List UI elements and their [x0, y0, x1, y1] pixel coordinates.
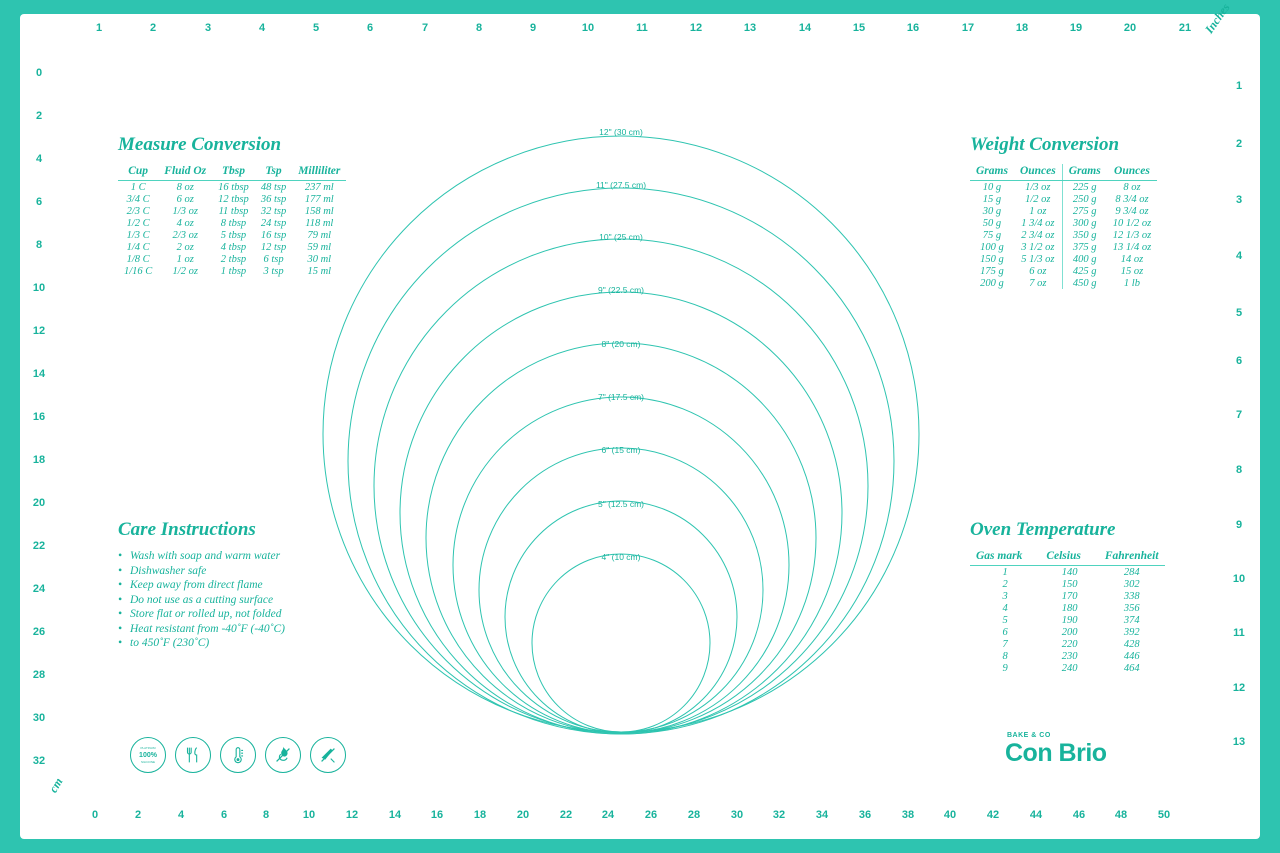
circle-label-11in: 11" (27.5 cm) — [595, 180, 647, 190]
ruler-left-tick: 22 — [32, 540, 46, 552]
ruler-bottom-tick: 22 — [559, 809, 573, 821]
mat-inner-surface — [20, 0, 1260, 839]
brand-tagline: BAKE & CO — [1007, 732, 1051, 739]
ruler-bottom-tick: 12 — [345, 809, 359, 821]
cell: 302 — [1123, 578, 1140, 590]
ruler-right-tick: 5 — [1235, 307, 1243, 319]
ruler-top-tick: 10 — [581, 22, 595, 34]
circle-label-10in: 10" (25 cm) — [599, 232, 643, 242]
ruler-right-tick: 6 — [1235, 355, 1243, 367]
svg-text:100%: 100% — [139, 752, 157, 759]
ruler-right-tick: 1 — [1235, 80, 1243, 92]
ruler-right-tick: 11 — [1233, 627, 1245, 639]
ruler-left-tick: 24 — [32, 583, 46, 595]
temperature-icon — [220, 737, 256, 773]
cell: 24 tsp — [260, 217, 287, 229]
ruler-left-tick: 8 — [35, 239, 43, 251]
ruler-bottom-tick: 36 — [858, 809, 872, 821]
cell: 177 ml — [304, 193, 334, 205]
cell: 464 — [1123, 662, 1140, 674]
table-row — [970, 626, 1165, 638]
ruler-top-tick: 13 — [743, 22, 757, 34]
cell: 11 tbsp — [218, 205, 249, 217]
cell: 30 ml — [307, 253, 332, 265]
cell: 118 ml — [305, 217, 334, 229]
cell: 8 — [1002, 650, 1008, 662]
ruler-top-tick: 19 — [1069, 22, 1083, 34]
ruler-left-tick: 30 — [32, 712, 46, 724]
oven-temperature-title: Oven Temperature — [970, 519, 1116, 540]
cell: 2 3/4 oz — [1021, 229, 1055, 241]
cell: 16 tsp — [260, 229, 287, 241]
table-row — [970, 650, 1165, 662]
table-row — [970, 193, 1157, 205]
cell: 3 tsp — [263, 265, 284, 277]
table-row — [118, 241, 346, 253]
cell: 13 1/4 oz — [1112, 241, 1152, 253]
cell: 14 oz — [1120, 253, 1144, 265]
table-row — [970, 217, 1157, 229]
ruler-right-tick: 9 — [1235, 519, 1243, 531]
ruler-left-tick: 4 — [35, 153, 43, 165]
cell: 8 oz — [1123, 181, 1141, 193]
cell: 15 oz — [1120, 265, 1144, 277]
cell: 3/4 C — [126, 193, 150, 205]
column-header: Grams — [970, 164, 1014, 181]
table-row — [970, 253, 1157, 265]
circle-guide-12in — [323, 136, 919, 732]
cell: 5 1/3 oz — [1021, 253, 1055, 265]
circle-label-7in: 7" (17.5 cm) — [597, 392, 645, 402]
cell: 350 g — [1062, 229, 1106, 241]
ruler-top-tick: 20 — [1123, 22, 1137, 34]
cell: 375 g — [1062, 241, 1106, 253]
cell: 2 oz — [176, 241, 194, 253]
ruler-top-tick: 8 — [475, 22, 483, 34]
ruler-top-tick: 21 — [1178, 22, 1192, 34]
cell: 1/16 C — [124, 265, 153, 277]
circle-guide-9in — [400, 292, 842, 734]
weight-conversion-table — [970, 164, 1157, 289]
column-header: Ounces — [1107, 164, 1158, 181]
food-safe-icon — [130, 737, 166, 773]
ruler-top-tick: 3 — [204, 22, 212, 34]
ruler-bottom-tick: 10 — [302, 809, 316, 821]
column-header: Grams — [1062, 164, 1106, 181]
ruler-top-tick: 6 — [366, 22, 374, 34]
cell: 374 — [1123, 614, 1140, 626]
svg-text:SILICONE: SILICONE — [140, 760, 156, 764]
column-header: Celsius — [1040, 549, 1099, 566]
ruler-top-tick: 11 — [636, 22, 648, 34]
table-row — [970, 205, 1157, 217]
cell: 284 — [1123, 566, 1140, 578]
circle-label-8in: 8" (20 cm) — [601, 339, 641, 349]
column-header: Ounces — [1014, 164, 1062, 181]
circle-guide-5in — [505, 501, 737, 733]
cell: 12 1/3 oz — [1112, 229, 1152, 241]
table-row — [970, 277, 1157, 289]
ruler-top-tick: 9 — [529, 22, 537, 34]
ruler-top-tick: 16 — [906, 22, 920, 34]
cell: 9 — [1002, 662, 1008, 674]
cell: 175 g — [980, 265, 1004, 277]
cell: 275 g — [1062, 205, 1106, 217]
weight-conversion-title: Weight Conversion — [970, 134, 1120, 155]
ruler-bottom-tick: 24 — [601, 809, 615, 821]
table-row — [970, 241, 1157, 253]
cell: 1 C — [130, 181, 146, 193]
ruler-top-tick: 18 — [1015, 22, 1029, 34]
cell: 200 g — [980, 277, 1004, 289]
ruler-bottom-tick: 14 — [388, 809, 402, 821]
column-header: Tsp — [255, 164, 292, 181]
ruler-right-tick: 2 — [1235, 138, 1243, 150]
circle-guide-11in — [348, 188, 894, 734]
cell: 300 g — [1062, 217, 1106, 229]
no-knife-icon — [310, 737, 346, 773]
ruler-right-tick: 13 — [1232, 736, 1246, 748]
ruler-right-tick: 7 — [1235, 409, 1243, 421]
circle-label-5in: 5" (12.5 cm) — [597, 499, 645, 509]
table-row — [970, 181, 1157, 194]
cell: 1/4 C — [126, 241, 150, 253]
table-row — [970, 638, 1165, 650]
column-header: Fahrenheit — [1099, 549, 1165, 566]
ruler-left-tick: 10 — [32, 282, 46, 294]
cell: 4 tbsp — [220, 241, 247, 253]
measure-conversion-title: Measure Conversion — [118, 134, 282, 155]
cell: 170 — [1061, 590, 1078, 602]
weight-conversion-panel — [970, 134, 1157, 289]
cell: 1 oz — [176, 253, 194, 265]
ruler-bottom-tick: 42 — [986, 809, 1000, 821]
cell: 10 1/2 oz — [1112, 217, 1152, 229]
no-flame-icon — [265, 737, 301, 773]
oven-temperature-table — [970, 549, 1165, 674]
circle-label-9in: 9" (22.5 cm) — [597, 285, 645, 295]
cell: 356 — [1123, 602, 1140, 614]
table-row — [970, 566, 1165, 579]
cell: 250 g — [1062, 193, 1106, 205]
list-item: • Do not use as a cutting surface — [118, 593, 285, 608]
cell: 3 — [1002, 590, 1008, 602]
ruler-bottom-tick: 30 — [730, 809, 744, 821]
ruler-left-tick: 6 — [35, 196, 43, 208]
cell: 400 g — [1062, 253, 1106, 265]
column-header: Fluid Oz — [158, 164, 212, 181]
cell: 190 — [1061, 614, 1078, 626]
cell: 5 tbsp — [220, 229, 247, 241]
ruler-left-tick: 28 — [32, 669, 46, 681]
cell: 2 tbsp — [220, 253, 247, 265]
list-item: • Store flat or rolled up, not folded — [118, 607, 285, 622]
cell: 8 oz — [176, 181, 194, 193]
ruler-right-tick: 4 — [1235, 250, 1243, 262]
ruler-right-tick: 8 — [1235, 464, 1243, 476]
ruler-left-unit-label: cm — [46, 775, 66, 795]
ruler-bottom-tick: 38 — [901, 809, 915, 821]
cell: 79 ml — [307, 229, 332, 241]
cell: 338 — [1123, 590, 1140, 602]
cell: 1/2 C — [126, 217, 150, 229]
cell: 6 oz — [1029, 265, 1047, 277]
cell: 1/2 oz — [172, 265, 198, 277]
column-header: Tbsp — [212, 164, 255, 181]
cell: 15 g — [982, 193, 1002, 205]
circle-label-6in: 6" (15 cm) — [601, 445, 641, 455]
care-instructions-title: Care Instructions — [118, 519, 256, 540]
brand-name: Con Brio — [1005, 739, 1107, 767]
circle-guide-6in — [479, 448, 763, 732]
list-item: • Heat resistant from -40˚F (-40˚C) — [118, 622, 285, 637]
cell: 225 g — [1062, 181, 1106, 194]
cell: 7 oz — [1029, 277, 1047, 289]
ruler-top-tick: 4 — [258, 22, 266, 34]
cell: 2 — [1002, 578, 1008, 590]
cell: 8 3/4 oz — [1115, 193, 1149, 205]
cell: 30 g — [982, 205, 1002, 217]
ruler-top-tick: 12 — [689, 22, 703, 34]
cell: 32 tsp — [260, 205, 287, 217]
cell: 9 3/4 oz — [1115, 205, 1149, 217]
cell: 1 lb — [1123, 277, 1140, 289]
ruler-left-tick: 26 — [32, 626, 46, 638]
cell: 10 g — [982, 181, 1002, 193]
ruler-top-tick: 17 — [961, 22, 975, 34]
ruler-right-tick: 3 — [1235, 194, 1243, 206]
ruler-top-tick: 1 — [95, 22, 103, 34]
ruler-bottom-tick: 20 — [516, 809, 530, 821]
ruler-right-tick: 10 — [1232, 573, 1246, 585]
ruler-left-tick: 12 — [32, 325, 46, 337]
table-row — [118, 181, 346, 194]
table-row — [118, 253, 346, 265]
measure-conversion-table — [118, 164, 346, 277]
ruler-bottom-tick: 32 — [772, 809, 786, 821]
cell: 1/2 oz — [1025, 193, 1051, 205]
ruler-left-tick: 20 — [32, 497, 46, 509]
circle-guide-10in — [374, 239, 868, 733]
list-item: • Keep away from direct flame — [118, 578, 285, 593]
cell: 1 oz — [1029, 205, 1047, 217]
cell: 220 — [1061, 638, 1078, 650]
cell: 100 g — [980, 241, 1004, 253]
cell: 230 — [1061, 650, 1078, 662]
ruler-bottom-tick: 4 — [177, 809, 185, 821]
table-header-row — [970, 549, 1165, 566]
cell: 2/3 oz — [172, 229, 198, 241]
ruler-top-tick: 15 — [852, 22, 866, 34]
ruler-bottom-tick: 28 — [687, 809, 701, 821]
cell: 428 — [1123, 638, 1140, 650]
list-item: • Dishwasher safe — [118, 564, 285, 579]
table-row — [970, 229, 1157, 241]
cell: 450 g — [1062, 277, 1106, 289]
circle-guide-4in — [532, 554, 710, 732]
ruler-left-tick: 16 — [32, 411, 46, 423]
care-instructions-panel — [118, 519, 285, 651]
cell: 1/3 oz — [172, 205, 198, 217]
table-header-row — [118, 164, 346, 181]
ruler-bottom-tick: 50 — [1157, 809, 1171, 821]
column-header: Milliliter — [292, 164, 346, 181]
ruler-bottom-tick: 34 — [815, 809, 829, 821]
table-row — [118, 205, 346, 217]
cell: 3 1/2 oz — [1021, 241, 1055, 253]
cell: 59 ml — [307, 241, 332, 253]
ruler-bottom-tick: 16 — [430, 809, 444, 821]
cell: 75 g — [982, 229, 1002, 241]
cell: 150 — [1061, 578, 1078, 590]
column-header: Cup — [118, 164, 158, 181]
ruler-left-tick: 18 — [32, 454, 46, 466]
cell: 1/8 C — [126, 253, 150, 265]
table-row — [118, 193, 346, 205]
cell: 5 — [1002, 614, 1008, 626]
ruler-left-tick: 0 — [35, 67, 43, 79]
cell: 4 — [1002, 602, 1008, 614]
cell: 1/3 oz — [1025, 181, 1051, 193]
cell: 1/3 C — [126, 229, 150, 241]
brand-logo — [1005, 732, 1107, 768]
cell: 1 3/4 oz — [1021, 217, 1055, 229]
ruler-bottom-tick: 44 — [1029, 809, 1043, 821]
ruler-bottom-tick: 2 — [134, 809, 142, 821]
utensil-safe-icon — [175, 737, 211, 773]
oven-temperature-panel — [970, 519, 1165, 674]
ruler-bottom-tick: 0 — [91, 809, 99, 821]
cell: 15 ml — [307, 265, 332, 277]
svg-text:PLATINUM: PLATINUM — [140, 746, 156, 750]
ruler-left-tick: 14 — [32, 368, 46, 380]
list-item: • Wash with soap and warm water — [118, 549, 285, 564]
certification-icon-row — [130, 737, 346, 773]
table-row — [970, 578, 1165, 590]
cell: 180 — [1061, 602, 1078, 614]
cell: 36 tsp — [260, 193, 287, 205]
ruler-bottom-tick: 46 — [1072, 809, 1086, 821]
cell: 16 tbsp — [218, 181, 249, 193]
cell: 425 g — [1062, 265, 1106, 277]
cell: 140 — [1061, 566, 1078, 578]
cell: 50 g — [982, 217, 1002, 229]
cell: 6 oz — [176, 193, 194, 205]
ruler-bottom-tick: 48 — [1114, 809, 1128, 821]
cell: 7 — [1002, 638, 1008, 650]
ruler-bottom-tick: 18 — [473, 809, 487, 821]
care-instructions-list — [118, 549, 285, 651]
table-row — [118, 217, 346, 229]
cell: 446 — [1123, 650, 1140, 662]
cell: 392 — [1123, 626, 1140, 638]
ruler-bottom-tick: 8 — [262, 809, 270, 821]
circle-label-12in: 12" (30 cm) — [599, 127, 643, 137]
ruler-top-tick: 14 — [798, 22, 812, 34]
cell: 12 tbsp — [218, 193, 249, 205]
table-row — [970, 614, 1165, 626]
cell: 6 tsp — [263, 253, 284, 265]
cell: 1 tbsp — [220, 265, 247, 277]
circle-label-4in: 4" (10 cm) — [601, 552, 641, 562]
cell: 158 ml — [304, 205, 334, 217]
ruler-top-tick: 2 — [149, 22, 157, 34]
ruler-bottom-tick: 40 — [943, 809, 957, 821]
cell: 48 tsp — [260, 181, 287, 193]
table-row — [970, 590, 1165, 602]
cell: 12 tsp — [260, 241, 287, 253]
ruler-top-tick: 5 — [312, 22, 320, 34]
table-row — [118, 229, 346, 241]
ruler-bottom-tick: 26 — [644, 809, 658, 821]
ruler-bottom-tick: 6 — [220, 809, 228, 821]
cell: 150 g — [980, 253, 1004, 265]
cell: 237 ml — [304, 181, 334, 193]
table-row — [970, 662, 1165, 674]
table-row — [970, 265, 1157, 277]
ruler-left-tick: 32 — [32, 755, 46, 767]
ruler-left-tick: 2 — [35, 110, 43, 122]
cell: 200 — [1061, 626, 1078, 638]
cell: 6 — [1002, 626, 1008, 638]
ruler-top-unit-label: Inches — [1202, 0, 1233, 37]
cell: 1 — [1002, 566, 1008, 578]
column-header: Gas mark — [970, 549, 1040, 566]
cell: 240 — [1061, 662, 1078, 674]
ruler-right-tick: 12 — [1232, 682, 1246, 694]
table-row — [118, 265, 346, 277]
table-header-row — [970, 164, 1157, 181]
measure-conversion-panel — [118, 134, 346, 277]
ruler-top-tick: 7 — [421, 22, 429, 34]
cell: 8 tbsp — [220, 217, 247, 229]
cell: 4 oz — [176, 217, 194, 229]
cell: 2/3 C — [126, 205, 150, 217]
table-row — [970, 602, 1165, 614]
list-item-continuation: • to 450˚F (230˚C) — [118, 636, 285, 651]
